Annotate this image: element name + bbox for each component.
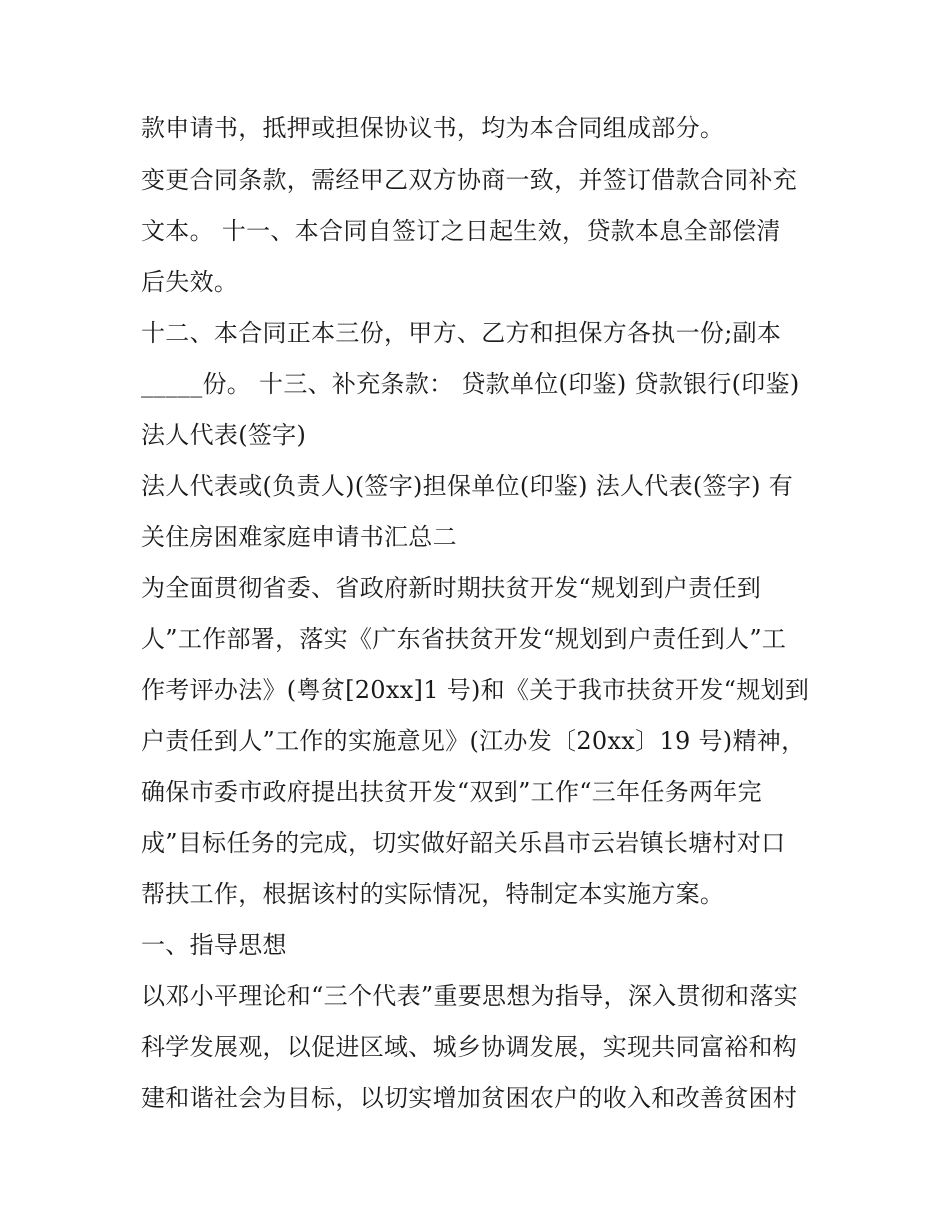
- text-line: 确保市委市政府提出扶贫开发“双到”工作“三年任务两年完: [141, 778, 762, 806]
- text-line: 法人代表或(负责人)(签字)担保单位(印鉴) 法人代表(签字) 有: [141, 472, 794, 500]
- text-line: 十二、本合同正本三份，甲方、乙方和担保方各执一份;副本: [141, 319, 782, 347]
- text-line: 款申请书，抵押或担保协议书，均为本合同组成部分。: [141, 114, 725, 142]
- text-line: 为全面贯彻省委、省政府新时期扶贫开发“规划到户责任到: [141, 574, 762, 602]
- text-line: 变更合同条款，需经甲乙双方协商一致，并签订借款合同补充: [141, 166, 798, 194]
- text-line: 以邓小平理论和“三个代表”重要思想为指导，深入贯彻和落实: [141, 982, 798, 1010]
- text-line: 后失效。: [141, 268, 239, 296]
- text-line: _____份。 十三、补充条款： 贷款单位(印鉴) 贷款银行(印鉴): [141, 370, 800, 398]
- text-line: 成”目标任务的完成，切实做好韶关乐昌市云岩镇长塘村对口: [141, 829, 786, 857]
- section-heading: 一、指导思想: [141, 931, 287, 959]
- text-line: 人”工作部署，落实《广东省扶贫开发“规划到户责任到人”工: [141, 625, 787, 653]
- text-line: 科学发展观，以促进区域、城乡协调发展，实现共同富裕和构: [141, 1033, 798, 1061]
- text-line: 关住房困难家庭申请书汇总二: [141, 523, 457, 551]
- text-line: 户责任到人”工作的实施意见》(江办发〔20xx〕19 号)精神，: [141, 727, 806, 755]
- text-line: 文本。 十一、本合同自签订之日起生效，贷款本息全部偿清: [141, 217, 781, 245]
- text-line: 建和谐社会为目标，以切实增加贫困农户的收入和改善贫困村: [141, 1084, 798, 1112]
- text-line: 作考评办法》(粤贫[20xx]1 号)和《关于我市扶贫开发“规划到: [141, 676, 810, 704]
- text-line: 帮扶工作，根据该村的实际情况，特制定本实施方案。: [141, 880, 725, 908]
- text-line: 法人代表(签字): [141, 421, 307, 449]
